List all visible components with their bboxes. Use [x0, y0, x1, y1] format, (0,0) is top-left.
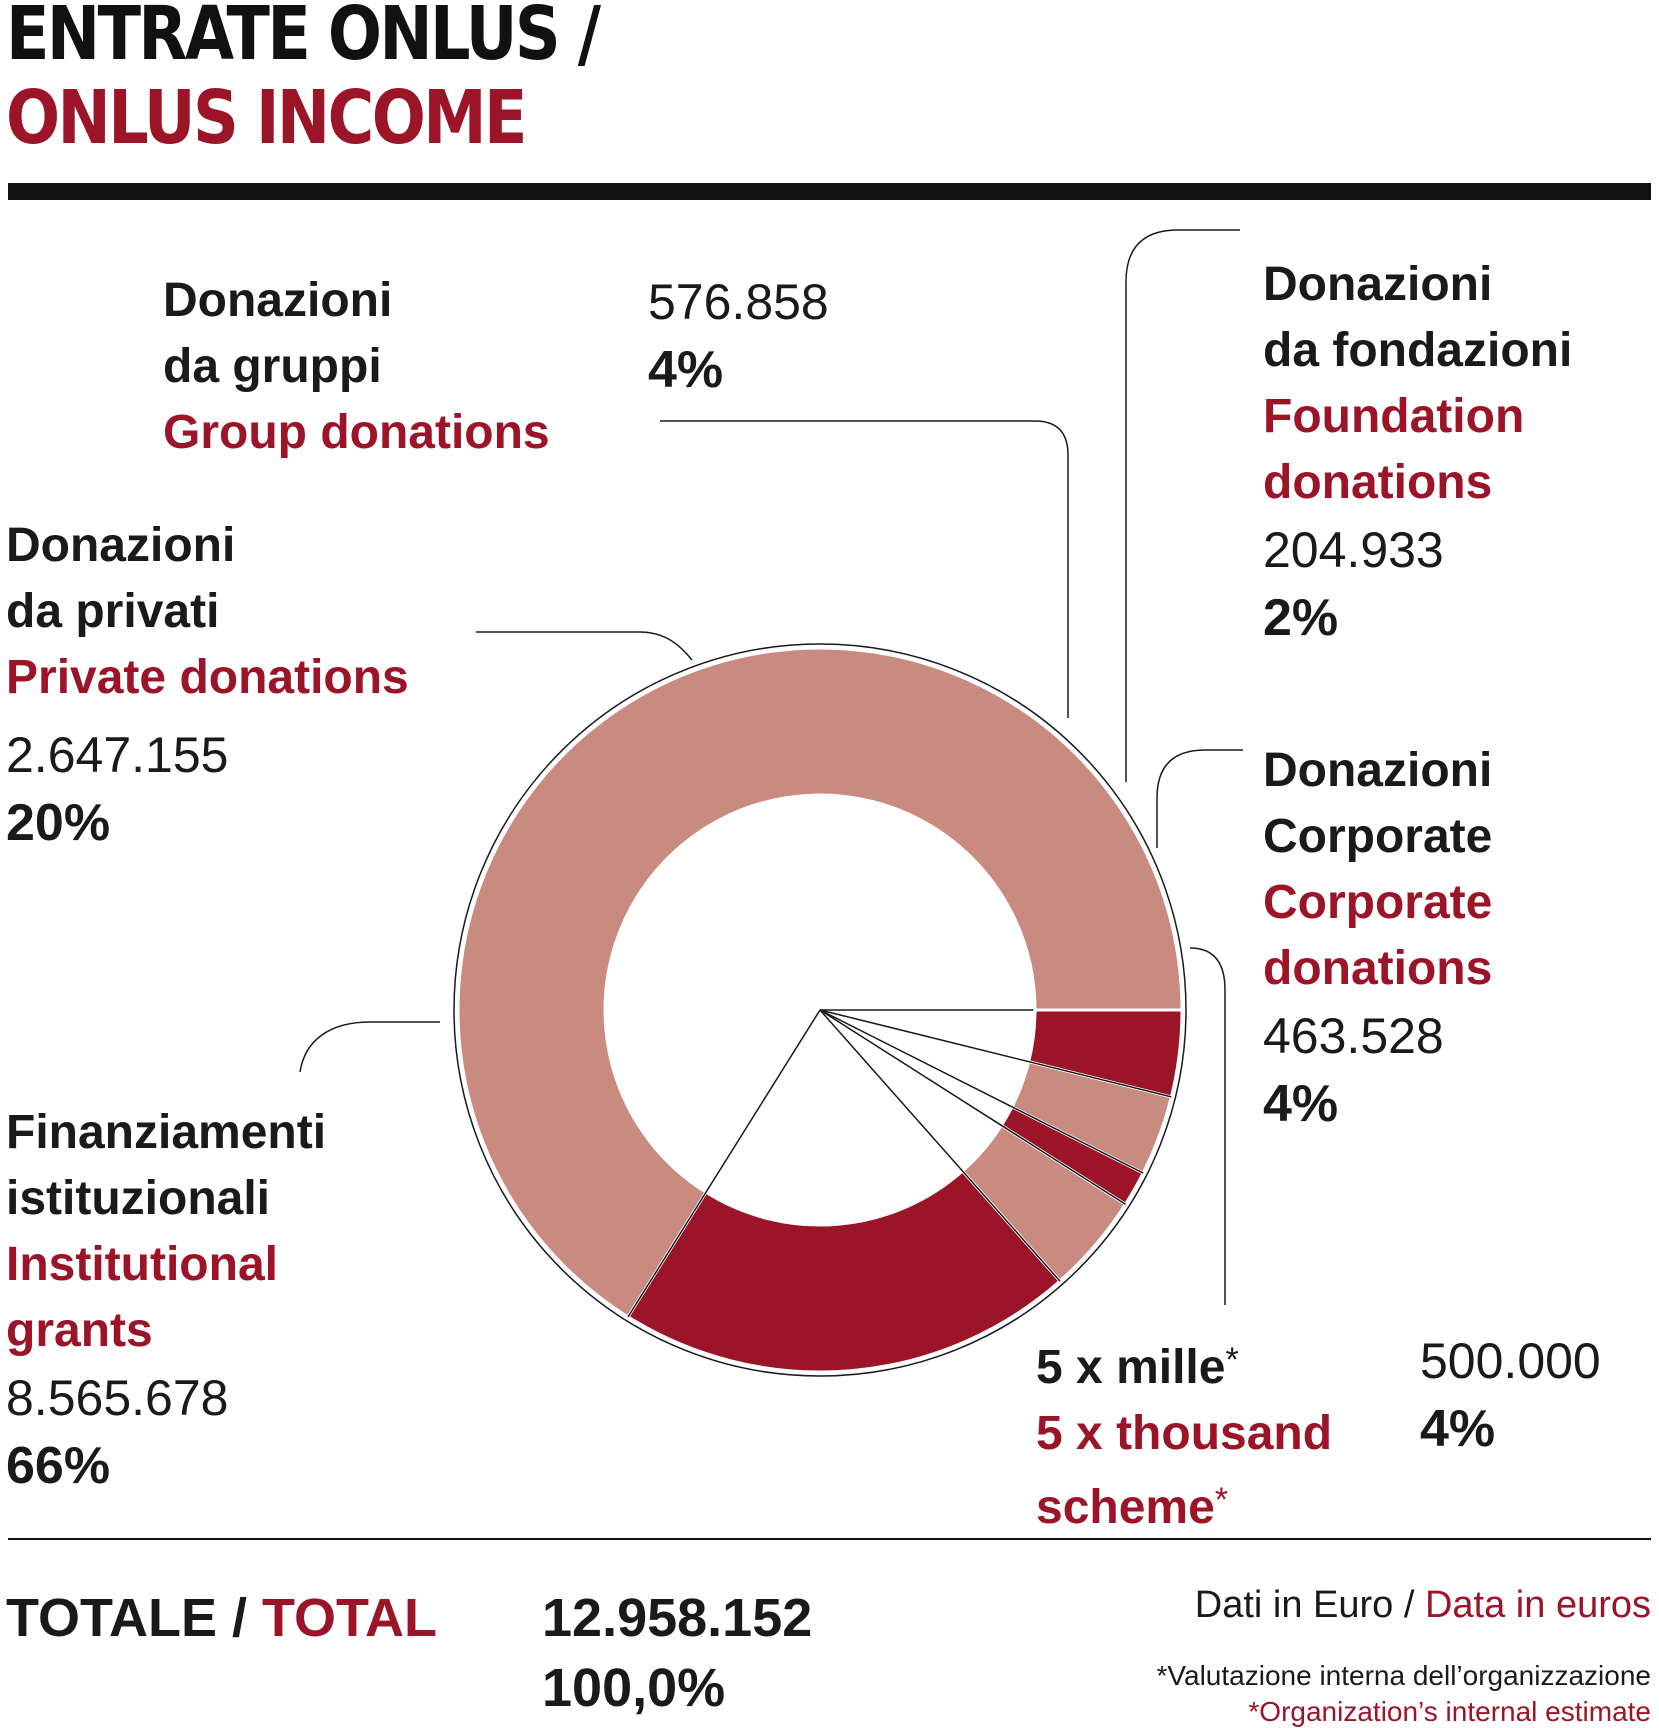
asterisk: *	[1225, 1341, 1239, 1379]
total-label-en: TOTAL	[262, 1588, 437, 1648]
value-label: 2.647.155	[6, 727, 229, 783]
value-label: 463.528	[1263, 1008, 1444, 1064]
total-label-it: TOTALE /	[6, 1588, 247, 1648]
title-italian: ENTRATE ONLUS /	[6, 0, 599, 77]
label-en-line1: Foundation	[1263, 390, 1525, 443]
label-en-line2: donations	[1263, 456, 1493, 509]
unit-note-en: Data in euros	[1424, 1584, 1651, 1626]
total-values	[542, 1583, 812, 1723]
leader-line-institutional	[300, 1022, 440, 1072]
label-en-line1: 5 x thousand	[1036, 1407, 1333, 1460]
leader-line-cinque	[1190, 948, 1225, 1305]
label-en-line2: grants	[6, 1304, 153, 1357]
total-label	[6, 1583, 437, 1653]
footnote-en: *Organization’s internal estimate	[1248, 1696, 1651, 1727]
label-en-line2: donations	[1263, 942, 1493, 995]
title-english: ONLUS INCOME	[6, 75, 525, 161]
percent-label: 20%	[6, 794, 111, 852]
label-corporate	[1263, 738, 1492, 1138]
label-cinque-values	[1420, 1327, 1601, 1463]
label-it-line2: istituzionali	[6, 1172, 270, 1225]
label-it-line2: Corporate	[1263, 810, 1493, 863]
unit-note	[1195, 1580, 1651, 1630]
label-cinque	[1036, 1327, 1332, 1541]
label-it-line1: Donazioni	[163, 274, 393, 327]
label-it-line1: Finanziamenti	[6, 1106, 327, 1159]
percent-label: 4%	[648, 341, 724, 399]
total-percent: 100,0%	[542, 1658, 726, 1718]
label-it-line2: da gruppi	[163, 340, 382, 393]
footnote-it: *Valutazione interna dell’organizzazione	[1156, 1660, 1651, 1691]
label-it-text: 5 x mille	[1036, 1341, 1226, 1394]
unit-note-it: Dati in Euro /	[1194, 1584, 1415, 1626]
bottom-rule	[8, 1538, 1651, 1540]
label-en-line1: Private donations	[6, 651, 409, 704]
label-groups	[163, 268, 550, 466]
label-en-line1: Corporate	[1263, 876, 1493, 929]
value-label: 8.565.678	[6, 1370, 229, 1426]
value-label: 576.858	[648, 274, 829, 330]
label-it-line2: da privati	[6, 585, 220, 638]
leader-line-corporate	[1157, 750, 1243, 848]
label-it-line1: Donazioni	[1263, 744, 1493, 797]
label-it-line1: Donazioni	[6, 519, 236, 572]
leader-line-private	[476, 632, 692, 660]
leader-line-foundations	[1126, 230, 1240, 782]
label-groups-values	[648, 268, 829, 404]
label-en-line1: Institutional	[6, 1238, 278, 1291]
label-en-line2	[1036, 1467, 1332, 1541]
percent-label: 4%	[1263, 1075, 1339, 1133]
value-label: 500.000	[1420, 1333, 1601, 1389]
label-it-line2: da fondazioni	[1263, 324, 1573, 377]
percent-label: 66%	[6, 1437, 111, 1495]
asterisk: *	[1214, 1481, 1229, 1519]
label-it-line1: Donazioni	[1263, 258, 1493, 311]
label-private	[6, 513, 409, 857]
label-en-text: scheme	[1036, 1481, 1215, 1534]
percent-label: 2%	[1263, 589, 1339, 647]
percent-label: 4%	[1420, 1400, 1496, 1458]
label-it-line1	[1036, 1327, 1332, 1401]
value-label: 204.933	[1263, 522, 1444, 578]
total-value: 12.958.152	[542, 1588, 813, 1648]
label-institutional	[6, 1100, 326, 1500]
label-foundations	[1263, 252, 1572, 652]
footnote	[1157, 1658, 1651, 1728]
label-en-line1: Group donations	[163, 406, 550, 459]
